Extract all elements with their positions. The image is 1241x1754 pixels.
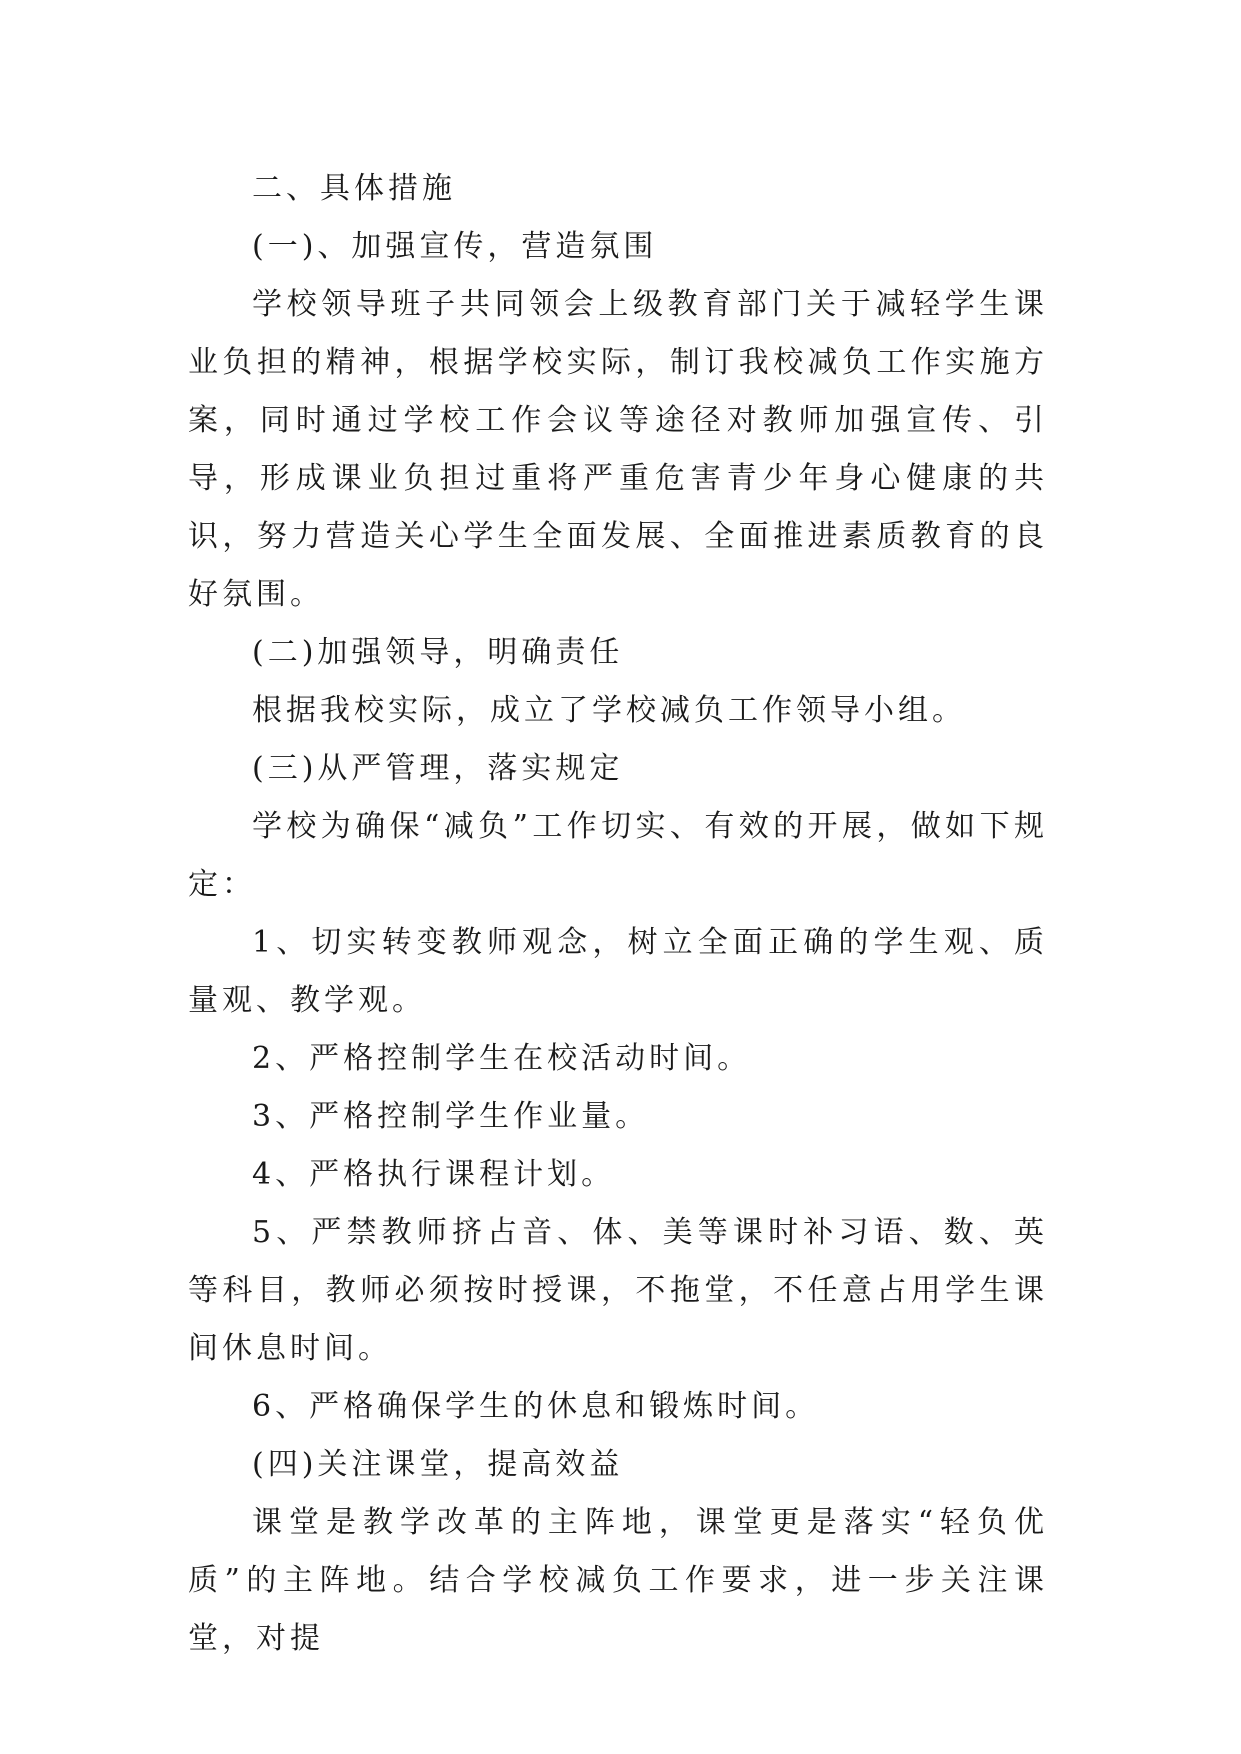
subsection-heading-2: (二)加强领导，明确责任 (252, 635, 624, 670)
list-item: 2、严格控制学生在校活动时间。 (252, 1041, 752, 1076)
body-paragraph: 课堂是教学改革的主阵地，课堂更是落实“轻负优质”的主阵地。结合学校减负工作要求，进一步关注课堂，对提 (188, 1505, 1048, 1656)
list-item: 4、严格执行课程计划。 (252, 1157, 616, 1192)
body-paragraph: 学校为确保“减负”工作切实、有效的开展，做如下规定： (188, 809, 1048, 902)
section-heading: 二、具体措施 (252, 171, 456, 206)
subsection-heading-4: (四)关注课堂，提高效益 (252, 1447, 624, 1482)
list-item: 1、切实转变教师观念，树立全面正确的学生观、质量观、教学观。 (188, 925, 1048, 1018)
list-item: 6、严格确保学生的休息和锻炼时间。 (252, 1389, 820, 1424)
subsection-heading-1: (一)、加强宣传，营造氛围 (252, 229, 658, 264)
body-paragraph: 根据我校实际，成立了学校减负工作领导小组。 (252, 693, 966, 728)
list-item: 3、严格控制学生作业量。 (252, 1099, 650, 1134)
document-body (188, 160, 1048, 1668)
list-item: 5、严禁教师挤占音、体、美等课时补习语、数、英等科目，教师必须按时授课，不拖堂，不任意占用学生课间休息时间。 (188, 1215, 1048, 1366)
subsection-heading-3: (三)从严管理，落实规定 (252, 751, 624, 786)
body-paragraph: 学校领导班子共同领会上级教育部门关于减轻学生课业负担的精神，根据学校实际，制订我校减负工作实施方案，同时通过学校工作会议等途径对教师加强宣传、引导，形成课业负担过重将严重危害青少年身心健康的共识，努力营造关心学生全面发展、全面推进素质教育的良好氛围。 (188, 287, 1048, 612)
